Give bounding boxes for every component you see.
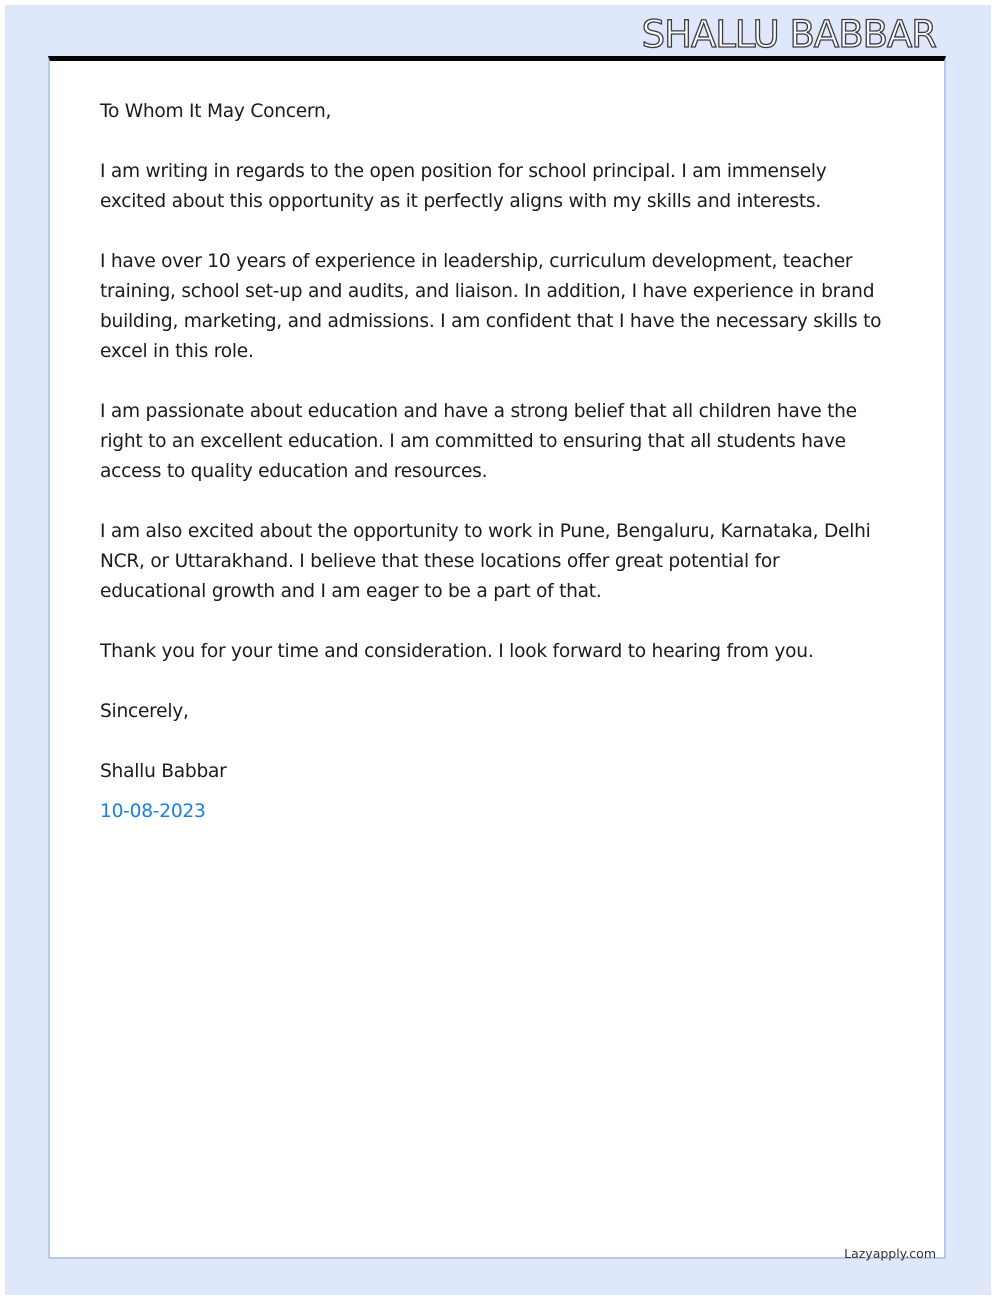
letter-signer-name: Shallu Babbar <box>100 761 227 782</box>
letter-paragraph: Thank you for your time and consideration. I look forward to hearing from you. <box>100 641 814 662</box>
letter-paragraph: I am writing in regards to the open position for school principal. I am immensely excited about this opportunity as it perfectly aligns with my skills and interests. <box>100 161 827 212</box>
footer-brand-watermark: Lazyapply.com <box>844 1246 936 1261</box>
applicant-name-header: SHALLU BABBAR <box>641 13 936 56</box>
letter-salutation: To Whom It May Concern, <box>100 101 332 122</box>
cover-letter-body <box>100 97 890 857</box>
letter-closing: Sincerely, <box>100 701 189 722</box>
letter-paragraph: I am also excited about the opportunity to work in Pune, Bengaluru, Karnataka, Delhi NCR, or Uttarakhand. I believe that these locations offer great potential for educational growth and I am eager to be a part of that. <box>100 521 871 602</box>
letter-paragraph: I have over 10 years of experience in leadership, curriculum development, teacher training, school set-up and audits, and liaison. In addition, I have experience in brand building, marketing, and admissions. I am confident that I have the necessary skills to excel in this role. <box>100 251 882 362</box>
letter-date: 10-08-2023 <box>100 801 206 822</box>
letter-paragraph: I am passionate about education and have a strong belief that all children have the right to an excellent education. I am committed to ensuring that all students have access to quality education and resources. <box>100 401 857 482</box>
